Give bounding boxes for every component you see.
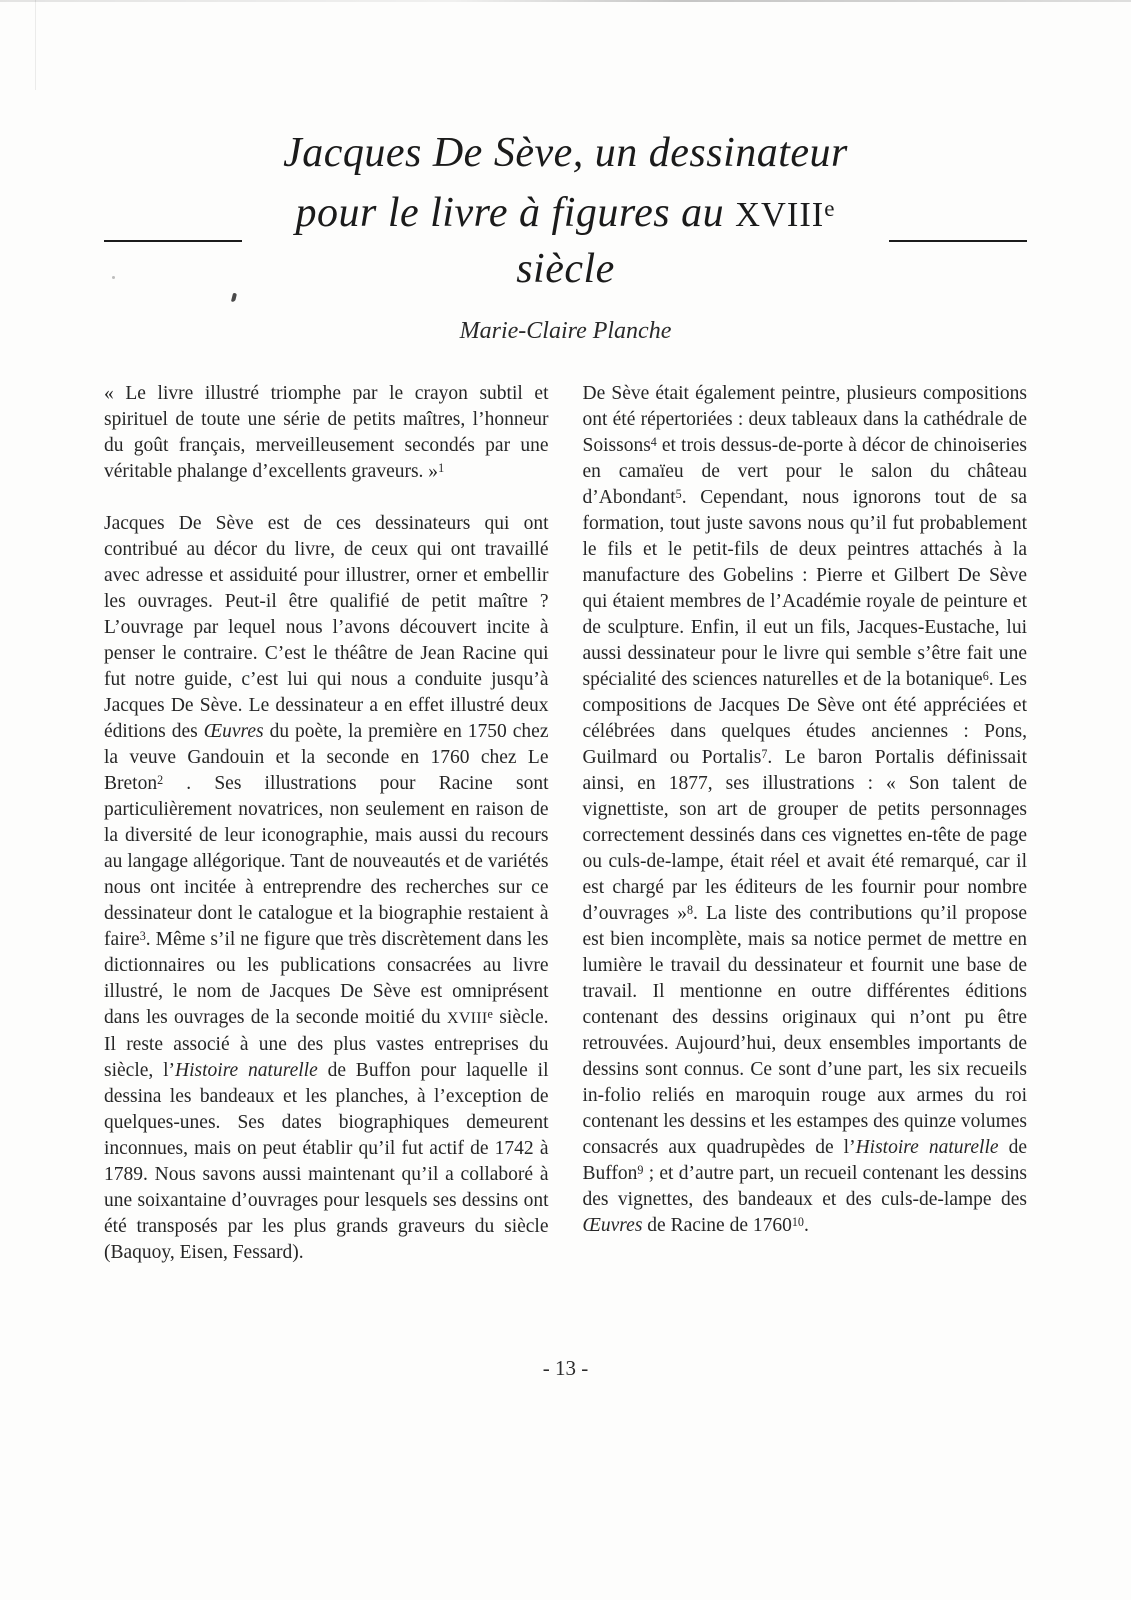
text-segment: 4 — [650, 434, 657, 449]
body-paragraph — [104, 511, 549, 1266]
text-segment: 5 — [675, 486, 682, 501]
left-column — [104, 381, 549, 1266]
text-segment: de Buffon — [582, 1137, 1028, 1184]
text-segment: 1 — [438, 460, 445, 475]
text-segment: Jacques De Sève est de ces dessinateurs qui ont contribué au décor du livre, de ceux qui ont travaillé avec adresse et assiduité pour illustrer, orner et embellir les ouvrages. Peut-il être qualifié de petit maître ? L’ouvrage par lequel nous l’avons découvert incite à penser le contraire. C’est le théâtre de Jean Racine qui fut notre guide, c’est lui qui nous a conduite jusqu’à Jacques De Sève. Le dessinateur a en effet illustré deux éditions des — [104, 513, 549, 742]
page-number: - 13 - — [542, 1356, 589, 1380]
article-body — [0, 381, 1131, 1266]
text-segment: De Sève était également peintre, plusieurs compositions ont été répertoriées : deux tableaux dans la cathédrale de Soissons — [582, 383, 1027, 456]
scan-artifact-top-edge — [0, 0, 1131, 2]
text-segment: . Ses illustrations pour Racine sont particulièrement novatrices, non seulement en raison de la diversité de leur iconographie, mais aussi du recours au langage allégorique. Tant de nouveautés et de variétés nous ont incitée à entreprendre des recherches sur ce dessinateur dont le catalogue et la biographie restaient à faire — [104, 773, 549, 950]
text-segment: . Même s’il ne figure que très discrètement dans les dictionnaires ou les publications consacrées au livre illustré, le nom de Jacques De Sève est omniprésent dans les ouvrages de la seconde moitié du — [104, 929, 549, 1028]
text-segment: « Le livre illustré triomphe par le crayon subtil et spirituel de toute une série de petits maîtres, l’honneur du goût français, merveilleusement secondés par une véritable phalange d’excellents graveurs. » — [104, 383, 549, 482]
text-segment: siècle — [516, 246, 615, 292]
scan-artifact-left-line — [35, 0, 36, 90]
article-title-line-1 — [0, 126, 1131, 180]
text-segment: . La liste des contributions qu’il propose est bien incomplète, mais sa notice permet de mettre en lumière le travail du dessinateur et fournit une base de travail. Il mentionne en outre différentes éditions contenant des dessins originaux qui n’ont pu être retrouvées. Aujourd’hui, deux ensembles importants de dessins sont connus. Ce sont d’une part, les six recueils in-folio reliés en maroquin rouge aux armes du roi contenant les dessins et les estampes des quinze volumes consacrés aux quadrupèdes de l’ — [582, 903, 1027, 1158]
body-paragraph — [583, 381, 1028, 1239]
text-segment: pour le livre à figures au — [295, 190, 736, 236]
text-segment: . Le baron Portalis définissait ainsi, en 1877, ses illustrations : « Son talent de vignettiste, son art de grouper de petits personnages correctement dessinés dans ces vignettes en-tête de page ou culs-de-lampe, était réel et avait été remarqué, car il est chargé par les éditeurs de les fournir pour nombre d’ouvrages » — [582, 747, 1027, 924]
text-segment: 7 — [761, 746, 768, 761]
text-segment: XVIII — [446, 1010, 488, 1027]
text-segment: . Les compositions de Jacques De Sève ont été appréciées et célébrées dans quelques études anciennes : Pons, Guilmard ou Portalis — [582, 669, 1027, 768]
text-segment: 8 — [686, 902, 694, 917]
text-segment: de Racine de 1760 — [642, 1215, 792, 1236]
epigraph-paragraph — [104, 381, 549, 485]
text-segment: 6 — [982, 668, 989, 683]
text-segment: de Buffon pour laquelle il dessina les bandeaux et les planches, à l’exception de quelques-unes. Ses dates biographiques demeurent inconnues, mais on peut établir qu’il fut actif de 1742 à 1789. Nous savons aussi maintenant qu’il a collaboré à une soixantaine d’ouvrages pour lesquels ses dessins ont été transposés par les plus grands graveurs du siècle (Baquoy, Eisen, Fessard). — [104, 1060, 549, 1263]
text-segment: siècle. Il reste associé à une des plus vastes entreprises du siècle, l’ — [104, 1007, 549, 1081]
article-title-line-2-row — [104, 186, 1027, 296]
article-title-line-2 — [242, 186, 889, 296]
text-segment: 3 — [139, 928, 146, 943]
title-rule-left — [104, 240, 242, 242]
text-segment: Œuvres — [582, 1215, 643, 1236]
text-segment: ; et d’autre part, un recueil contenant les dessins des vignettes, des bandeaux et des culs-de-lampe des — [582, 1163, 1027, 1210]
text-segment: Histoire naturelle — [175, 1060, 318, 1081]
text-segment: e — [824, 194, 836, 221]
author-name: Marie-Claire Planche — [459, 318, 672, 344]
text-segment: Jacques De Sève, un dessinateur — [283, 130, 848, 176]
right-column — [583, 381, 1028, 1266]
text-segment: du poète, la première en 1750 chez la veuve Gandouin et la seconde en 1760 chez Le Breton — [104, 721, 549, 794]
text-segment: e — [487, 1006, 493, 1021]
text-segment: . — [803, 1215, 809, 1236]
title-rule-right — [889, 240, 1027, 242]
text-segment: 9 — [637, 1162, 644, 1177]
text-segment: 10 — [791, 1214, 804, 1229]
scan-artifact-speck — [112, 276, 115, 279]
article-title-block — [0, 0, 1131, 345]
text-segment: Œuvres — [203, 721, 264, 742]
text-segment: Histoire naturelle — [855, 1137, 999, 1158]
text-segment: 2 — [157, 772, 164, 787]
text-segment: . Cependant, nous ignorons tout de sa formation, tout juste savons nous qu’il fut probablement le fils et le petit-fils de deux peintres attachés à la manufacture des Gobelins : Pierre et Gilbert De Sève qui étaient membres de l’Académie royale de peinture et de sculpture. Enfin, il eut un fils, Jacques-Eustache, lui aussi dessinateur pour le livre qui semble s’être fait une spécialité des sciences naturelles et de la botanique — [582, 487, 1027, 690]
text-segment: XVIII — [735, 196, 825, 234]
text-segment: et trois dessus-de-porte à décor de chinoiseries en camaïeu de vert pour le salon du château d’Abondant — [582, 435, 1027, 508]
